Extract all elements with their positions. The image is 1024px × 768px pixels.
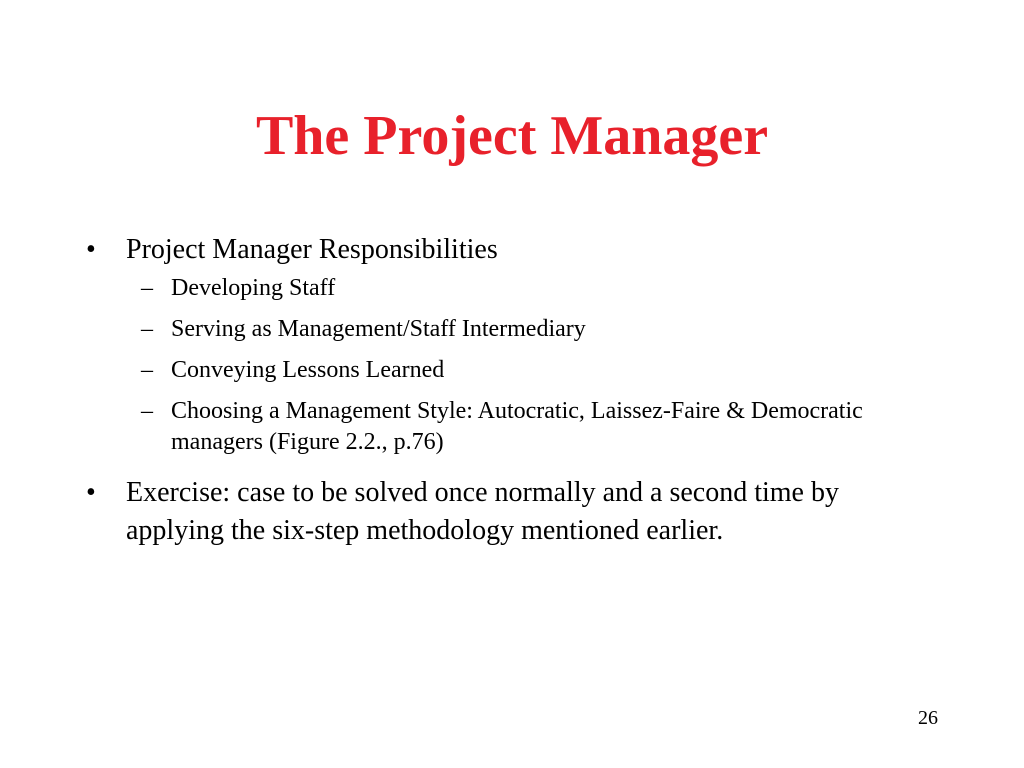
bullet-icon: •: [86, 234, 96, 265]
dash-icon: –: [141, 357, 153, 383]
sub-item-management-style: [126, 396, 912, 458]
page-number: 26: [918, 707, 938, 729]
bullet-item-exercise: [82, 474, 912, 550]
bullet-item-responsibilities: [82, 231, 912, 458]
sub-item-lessons-learned: [126, 355, 912, 386]
sub-item-intermediary: [126, 314, 912, 345]
dash-icon: –: [141, 316, 153, 342]
bullet-icon: •: [86, 477, 96, 508]
bullet-text: Project Manager Responsibilities: [126, 234, 498, 265]
sub-item-developing-staff: [126, 273, 912, 304]
sub-item-text: Conveying Lessons Learned: [171, 357, 445, 383]
bullet-list: [82, 231, 912, 566]
sub-bullet-list: [126, 273, 912, 458]
sub-item-text: Choosing a Management Style: Autocratic, Laissez-Faire & Democratic managers (Figure 2.2., p.76): [171, 398, 863, 455]
sub-item-text: Serving as Management/Staff Intermediary: [171, 316, 586, 342]
bullet-text: Exercise: case to be solved once normally and a second time by applying the six-step methodology mentioned earlier.: [126, 477, 839, 546]
dash-icon: –: [141, 398, 153, 424]
sub-item-text: Developing Staff: [171, 275, 336, 301]
slide-title: The Project Manager: [255, 105, 769, 167]
dash-icon: –: [141, 275, 153, 301]
